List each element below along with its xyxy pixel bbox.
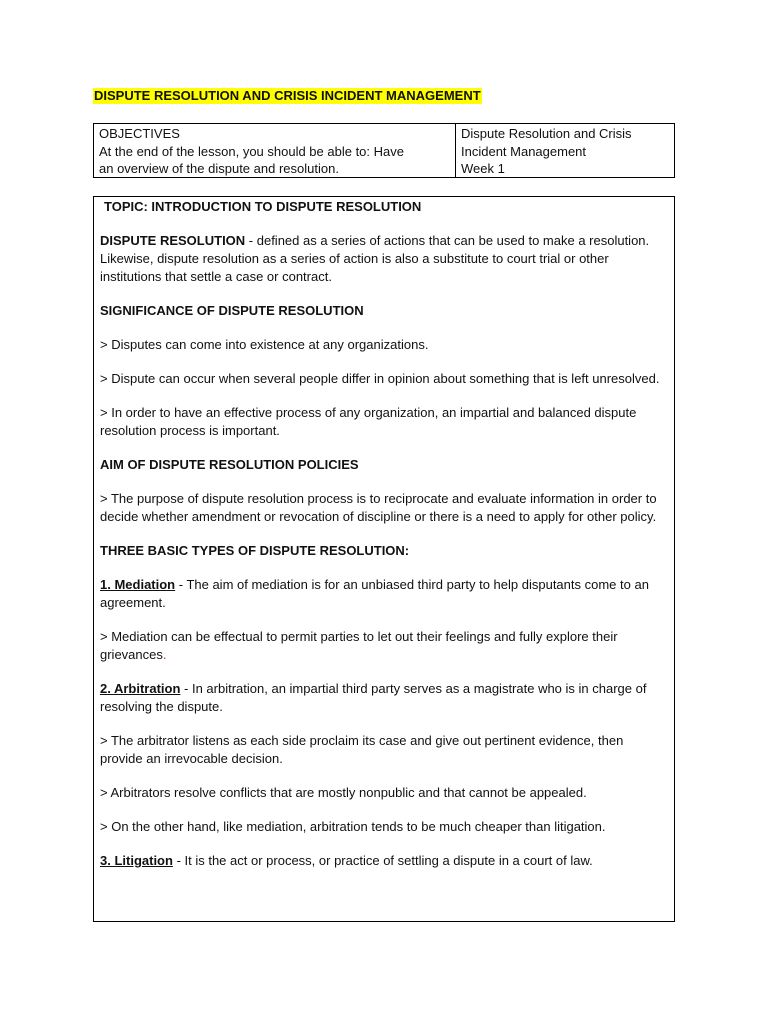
- course-info-cell: [456, 124, 674, 177]
- definition-text: - defined as a series of actions that can be used to make a resolution. Likewise, dispute resolution as a series of action is also a substitute to court trial or other institutions that settle a case or contract.: [100, 233, 650, 284]
- significance-item: > In order to have an effective process of any organization, an impartial and balanced dispute resolution process is important.: [100, 405, 637, 438]
- litigation-paragraph: [100, 852, 668, 870]
- aim-paragraph: > The purpose of dispute resolution process is to reciprocate and evaluate information in order to decide whether amendment or revocation of discipline or there is a need to apply for other policy.: [100, 491, 657, 524]
- mediation-note-text: > Mediation can be effectual to permit parties to let out their feelings and fully explore their grievances: [100, 629, 618, 662]
- definition-term: DISPUTE RESOLUTION: [100, 233, 246, 248]
- objectives-line-2: an overview of the dispute and resolution.: [99, 161, 339, 176]
- mediation-note: [100, 628, 668, 664]
- mediation-text: - The aim of mediation is for an unbiased third party to help disputants come to an agreement.: [100, 577, 649, 610]
- significance-item: > Disputes can come into existence at any organizations.: [100, 337, 429, 352]
- course-title-line-2: Incident Management: [461, 143, 587, 159]
- objectives-heading: OBJECTIVES: [99, 126, 180, 141]
- definition-paragraph: [100, 232, 668, 286]
- arbitration-note: > Arbitrators resolve conflicts that are mostly nonpublic and that cannot be appealed.: [100, 785, 587, 800]
- objectives-cell: [94, 124, 456, 177]
- significance-heading: SIGNIFICANCE OF DISPUTE RESOLUTION: [100, 303, 364, 318]
- objectives-line-1: At the end of the lesson, you should be able to: Have: [99, 143, 404, 159]
- arbitration-note: > On the other hand, like mediation, arbitration tends to be much cheaper than litigation.: [100, 819, 606, 834]
- mediation-note-end: .: [162, 647, 167, 662]
- document-title: DISPUTE RESOLUTION AND CRISIS INCIDENT MANAGEMENT: [94, 88, 481, 103]
- course-week: Week 1: [461, 161, 505, 176]
- arbitration-paragraph: [100, 680, 668, 716]
- arbitration-label: 2. Arbitration: [100, 681, 181, 696]
- significance-item: > Dispute can occur when several people differ in opinion about something that is left unresolved.: [100, 371, 660, 386]
- mediation-paragraph: [100, 576, 668, 612]
- arbitration-note: > The arbitrator listens as each side proclaim its case and give out pertinent evidence, then provide an irrevocable decision.: [100, 733, 624, 766]
- arbitration-text: - In arbitration, an impartial third party serves as a magistrate who is in charge of resolving the dispute.: [100, 681, 647, 714]
- topic-heading: TOPIC: INTRODUCTION TO DISPUTE RESOLUTION: [104, 199, 422, 214]
- litigation-text: - It is the act or process, or practice of settling a dispute in a court of law.: [172, 853, 593, 868]
- objectives-table: [93, 123, 675, 178]
- lesson-content-box: [93, 196, 675, 922]
- course-title-line-1: Dispute Resolution and Crisis: [461, 126, 632, 141]
- mediation-label: 1. Mediation: [100, 577, 176, 592]
- types-heading: THREE BASIC TYPES OF DISPUTE RESOLUTION:: [100, 543, 410, 558]
- aim-heading: AIM OF DISPUTE RESOLUTION POLICIES: [100, 457, 359, 472]
- litigation-label: 3. Litigation: [100, 853, 173, 868]
